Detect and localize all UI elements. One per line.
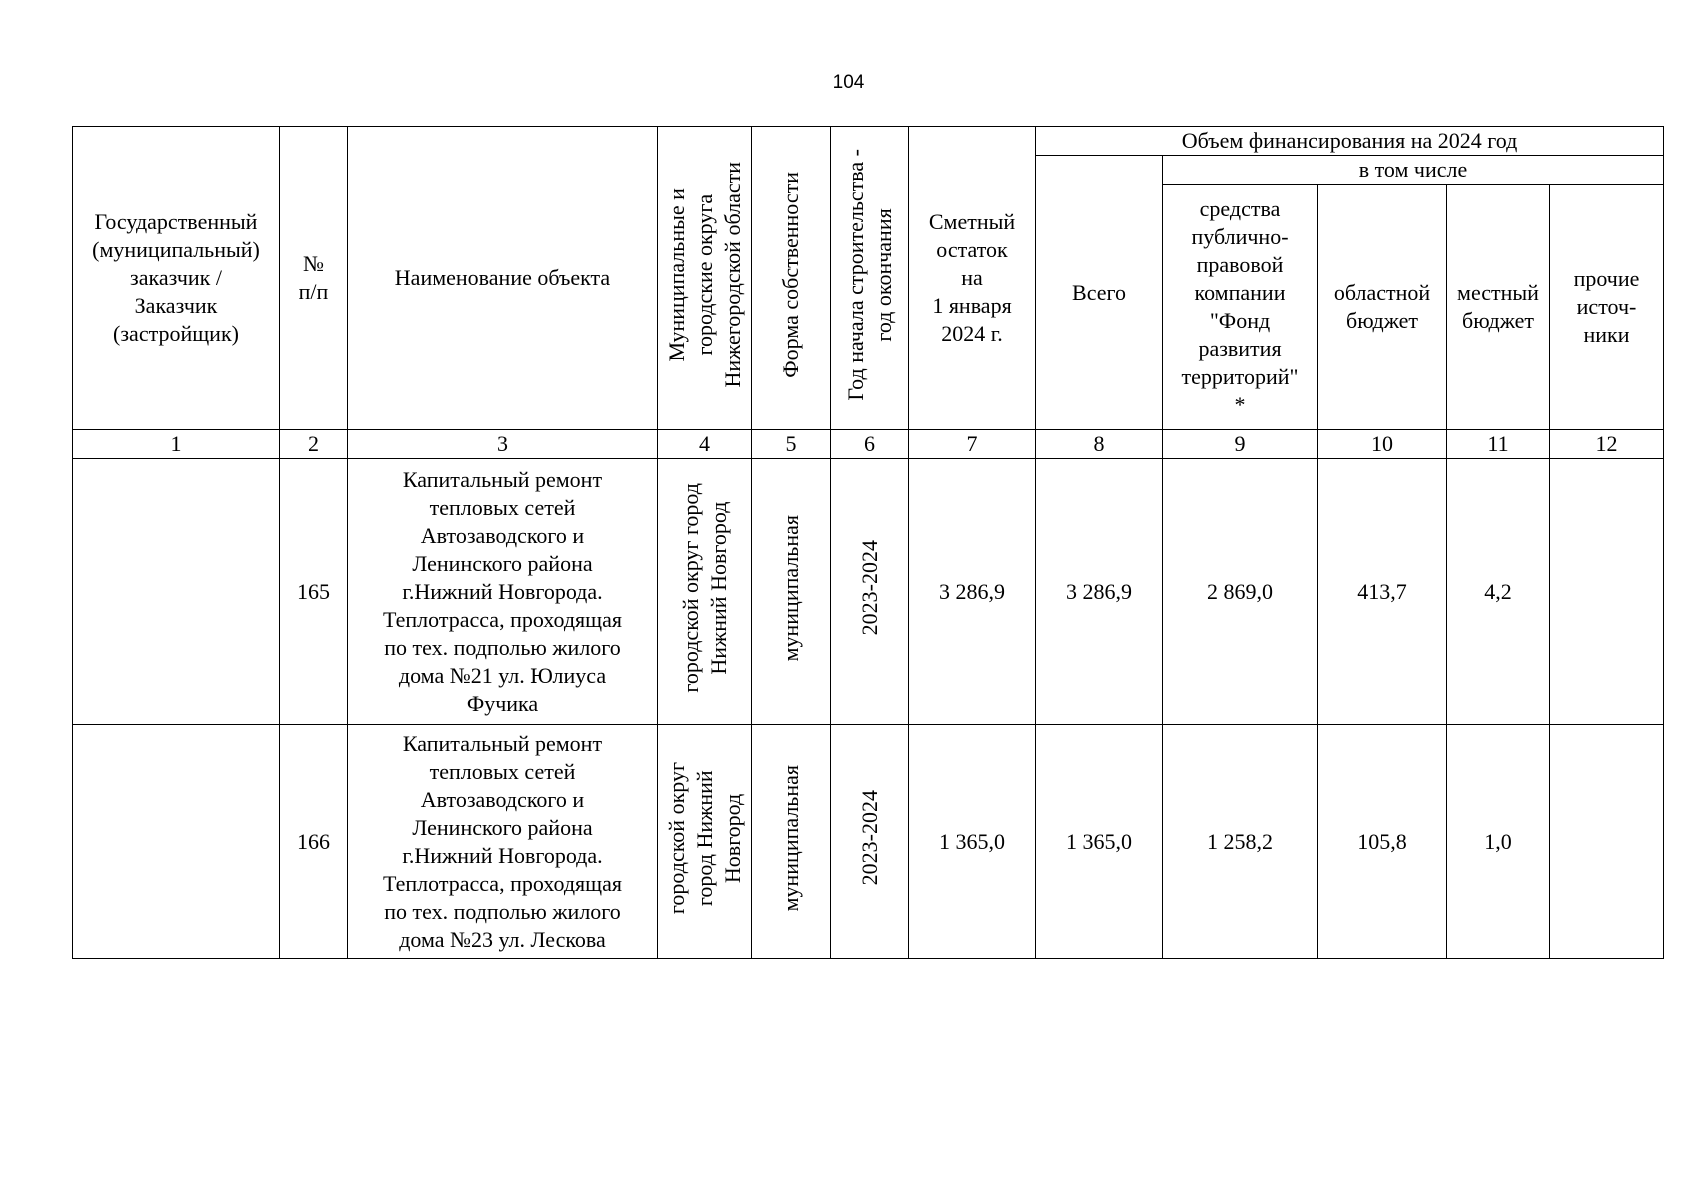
cell-regional: 413,7 [1318, 459, 1447, 725]
cell-ownership: муниципальная [752, 725, 831, 959]
column-number: 6 [831, 430, 909, 459]
cell-fund: 2 869,0 [1163, 459, 1318, 725]
column-number: 1 [73, 430, 280, 459]
table-row [73, 459, 1664, 725]
header-including: в том числе [1163, 156, 1664, 185]
column-numbers-row [73, 430, 1664, 459]
cell-municipality: городской округ город Нижний Новгород [658, 459, 752, 725]
cell-number: 166 [280, 725, 348, 959]
column-number: 9 [1163, 430, 1318, 459]
header-fund: средства публично- правовой компании "Фонд развития территорий" * [1163, 185, 1318, 430]
cell-years: 2023-2024 [831, 725, 909, 959]
column-number: 8 [1036, 430, 1163, 459]
cell-total: 1 365,0 [1036, 725, 1163, 959]
column-number: 2 [280, 430, 348, 459]
table-row [73, 725, 1664, 959]
header-local: местный бюджет [1447, 185, 1550, 430]
cell-object-name: Капитальный ремонт тепловых сетей Автозаводского и Ленинского района г.Нижний Новгорода. Теплотрасса, проходящая по тех. подполью жилого дома №23 ул. Лескова [348, 725, 658, 959]
page-number: 104 [832, 72, 865, 93]
column-number: 5 [752, 430, 831, 459]
cell-number: 165 [280, 459, 348, 725]
column-number: 11 [1447, 430, 1550, 459]
financing-table [72, 126, 1664, 959]
header-municipalities: Муниципальные и городские округа Нижегородской области [658, 127, 752, 430]
header-customer: Государственный (муниципальный) заказчик / Заказчик (застройщик) [73, 127, 280, 430]
cell-local: 4,2 [1447, 459, 1550, 725]
cell-total: 3 286,9 [1036, 459, 1163, 725]
header-other: прочие источ- ники [1550, 185, 1664, 430]
header-funding-title: Объем финансирования на 2024 год [1036, 127, 1664, 156]
cell-customer [73, 725, 280, 959]
cell-municipality: городской округ город Нижний Новгород [658, 725, 752, 959]
cell-estimate: 3 286,9 [909, 459, 1036, 725]
cell-estimate: 1 365,0 [909, 725, 1036, 959]
column-number: 12 [1550, 430, 1664, 459]
cell-fund: 1 258,2 [1163, 725, 1318, 959]
header-ownership: Форма собственности [752, 127, 831, 430]
column-number: 7 [909, 430, 1036, 459]
header-object-name: Наименование объекта [348, 127, 658, 430]
cell-ownership: муниципальная [752, 459, 831, 725]
header-years: Год начала строительства - год окончания [831, 127, 909, 430]
header-number: № п/п [280, 127, 348, 430]
column-number: 3 [348, 430, 658, 459]
cell-customer [73, 459, 280, 725]
cell-object-name: Капитальный ремонт тепловых сетей Автозаводского и Ленинского района г.Нижний Новгорода. Теплотрасса, проходящая по тех. подполью жилого дома №21 ул. Юлиуса Фучика [348, 459, 658, 725]
column-number: 10 [1318, 430, 1447, 459]
cell-local: 1,0 [1447, 725, 1550, 959]
cell-years: 2023-2024 [831, 459, 909, 725]
cell-other [1550, 725, 1664, 959]
header-regional: областной бюджет [1318, 185, 1447, 430]
cell-regional: 105,8 [1318, 725, 1447, 959]
header-total: Всего [1036, 156, 1163, 430]
cell-other [1550, 459, 1664, 725]
column-number: 4 [658, 430, 752, 459]
header-estimate: Сметный остаток на 1 января 2024 г. [909, 127, 1036, 430]
